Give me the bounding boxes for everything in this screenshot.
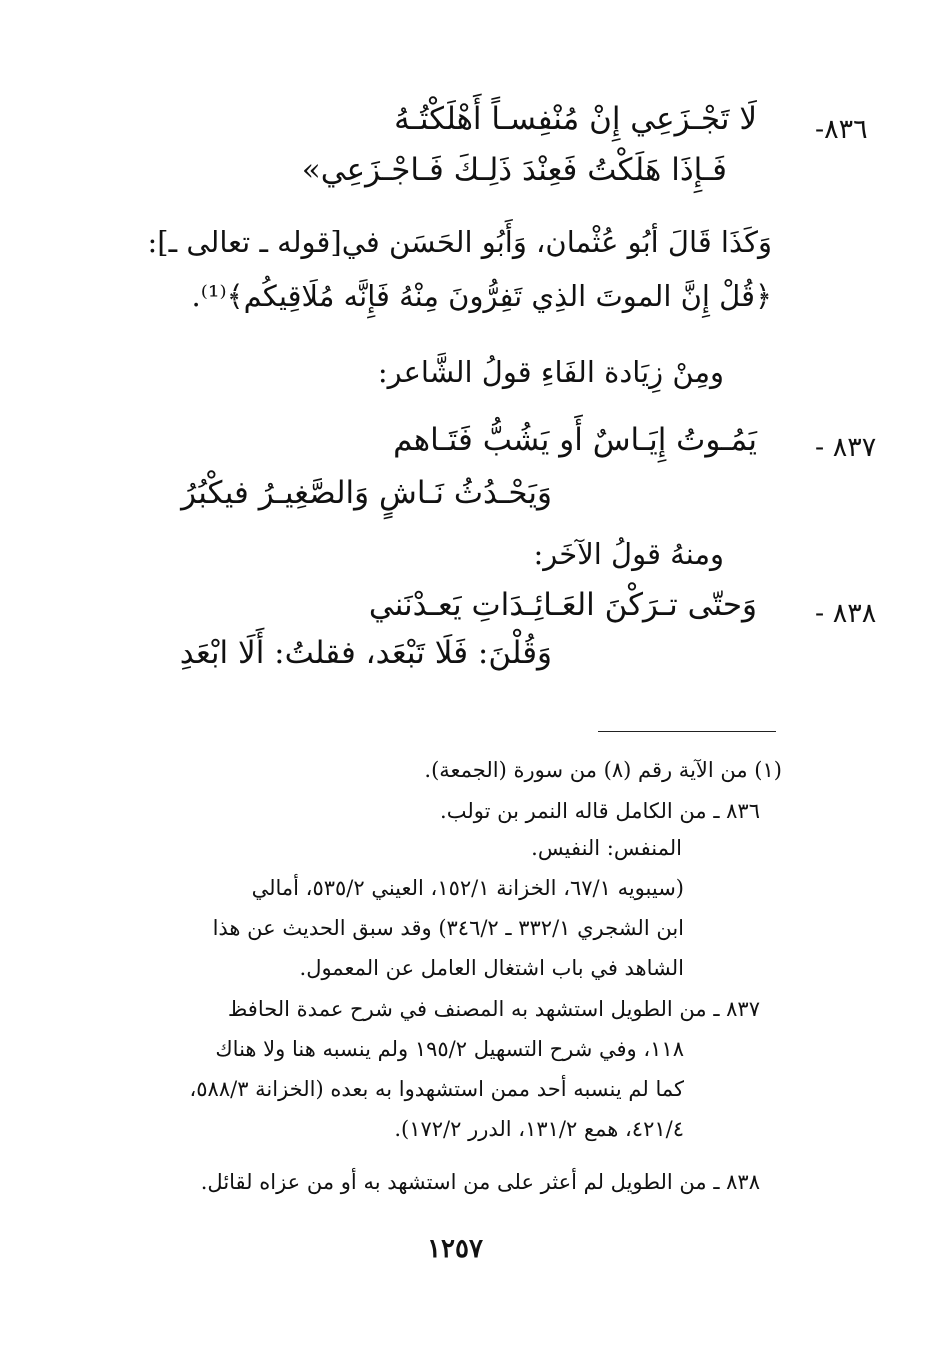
footnote-837-refs-1: ١١٨، وفي شرح التسهيل ١٩٥/٢ ولم ينسبه هنا ولا هناك xyxy=(215,1037,684,1061)
verse-837-hemistich-2: وَيَحْـدُثُ نَـاشٍ وَالصَّغِيـرُ فيكْبُرُ xyxy=(181,475,552,511)
prose-line-1: وَكَذَا قَالَ أبُو عُثْمان، وَأَبُو الحَسَن في[قوله ـ تعالى ـ]: xyxy=(147,225,772,259)
footnote-837-source: ٨٣٧ ـ من الطويل استشهد به المصنف في شرح عمدة الحافظ xyxy=(227,997,760,1021)
footnote-836-gloss: المنفس: النفيس. xyxy=(531,836,682,860)
verse-number-838: ٨٣٨ - xyxy=(815,598,877,629)
footnote-837-refs-3: ٤٢١/٤، همع ١٣١/٢، الدرر ١٧٢/٢). xyxy=(394,1117,684,1141)
verse-number-836: ٨٣٦- xyxy=(815,114,868,145)
verse-836-hemistich-1: لَا تَجْـزَعِي إِنْ مُنْفِسـاً أَهْلَكْتُـهُ xyxy=(394,101,757,137)
verse-837-hemistich-1: يَمُـوتُ إِيَـاسٌ أَو يَشُبُّ فَتَـاهم xyxy=(393,422,757,458)
prose-line-2-quran: ﴿قُلْ إِنَّ الموتَ الذِي تَفِرُّونَ مِنْهُ فَإِنَّه مُلَاقِيكُم﴾⁽¹⁾. xyxy=(191,279,772,313)
footnote-separator xyxy=(598,731,776,732)
footnote-837-refs-2: كما لم ينسبه أحد ممن استشهدوا به بعده (الخزانة ٥٨٨/٣، xyxy=(189,1077,684,1101)
footnote-1: (١) من الآية رقم (٨) من سورة (الجمعة). xyxy=(424,758,782,782)
footnote-836-refs-2: ابن الشجري ٣٣٢/١ ـ ٣٤٦/٢) وقد سبق الحديث عن هذا xyxy=(212,916,684,940)
footnote-836-source: ٨٣٦ ـ من الكامل قاله النمر بن تولب. xyxy=(440,799,760,823)
page-number: ١٢٥٧ xyxy=(427,1234,483,1264)
verse-836-hemistich-2: فَـإِذَا هَلَكْتُ فَعِنْدَ ذَلِـكَ فَـاجْـزَعِي» xyxy=(301,152,727,188)
footnote-836-refs-1: (سيبويه ٦٧/١، الخزانة ١٥٢/١، العيني ٥٣٥/٢، أمالي xyxy=(251,876,684,900)
verse-838-hemistich-2: وَقُلْنَ: فَلَا تَبْعَد، فقلتُ: أَلَا ابْعَدِ xyxy=(179,635,552,671)
verse-number-837: ٨٣٧ - xyxy=(815,432,877,463)
prose-line-4: ومنهُ قولُ الآخَر: xyxy=(533,537,724,571)
prose-line-3: ومِنْ زِيَادة الفَاءِ قولُ الشَّاعر: xyxy=(377,355,724,389)
verse-838-hemistich-1: وَحتّى تـرَكْنَ العَـائِـدَاتِ يَعـدْنَني xyxy=(368,587,757,623)
footnote-836-refs-3: الشاهد في باب اشتغال العامل عن المعمول. xyxy=(299,956,684,980)
footnote-838-source: ٨٣٨ ـ من الطويل لم أعثر على من استشهد به أو من عزاه لقائل. xyxy=(200,1170,760,1194)
